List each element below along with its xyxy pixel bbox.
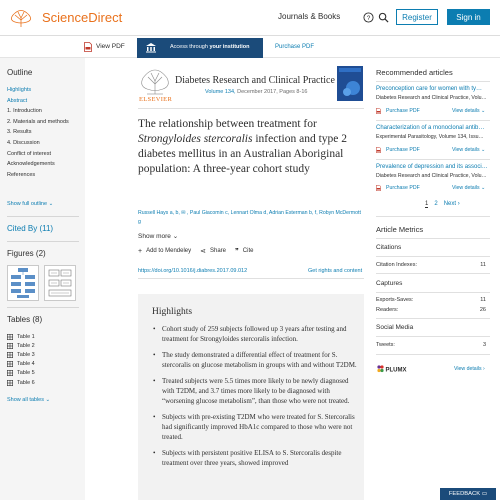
- citations-heading: Citations: [376, 244, 402, 251]
- table-icon: [7, 343, 13, 349]
- table-icon: [7, 352, 13, 358]
- institution-icon: [145, 42, 157, 53]
- share-icon: ⋖: [200, 248, 206, 255]
- svg-text:PLUMX: PLUMX: [385, 367, 407, 374]
- recommended-article-title[interactable]: Characterization of a monoclonal antib…: [376, 125, 485, 131]
- svg-text:?: ?: [366, 14, 371, 22]
- table-icon: [7, 334, 13, 340]
- recommended-article-source: Experimental Parasitology, Volume 134, Issu…: [376, 134, 484, 140]
- divider: [138, 278, 364, 279]
- outline-item-highlights[interactable]: Highlights: [7, 87, 32, 93]
- divider: [376, 292, 490, 293]
- figure-thumbnail-1[interactable]: [7, 265, 39, 301]
- outline-item-conflict[interactable]: Conflict of interest: [7, 150, 52, 157]
- purchase-pdf-link[interactable]: Purchase PDF: [275, 44, 315, 50]
- cite-button[interactable]: ❞ Cite: [235, 248, 254, 255]
- recommended-view-details-link[interactable]: View details ⌄: [452, 147, 486, 153]
- highlight-item: • The study demonstrated a differential effect of treatment for S. stercoralis on glucose metabolism in groups with and without T2DM.: [152, 350, 357, 370]
- outline-item-results[interactable]: 3. Results: [7, 129, 32, 136]
- next-page-link[interactable]: Next ›: [443, 201, 460, 207]
- divider: [7, 307, 79, 308]
- chevron-down-icon: ⌄: [481, 185, 486, 191]
- recommended-purchase-pdf-link[interactable]: Purchase PDF: [386, 185, 420, 191]
- journals-books-link[interactable]: Journals & Books: [278, 12, 341, 21]
- table-link-2[interactable]: Table 2: [7, 341, 35, 350]
- journal-volume-info[interactable]: Volume 134, December 2017, Pages 8-16: [205, 89, 308, 95]
- divider: [376, 216, 490, 217]
- feedback-button[interactable]: FEEDBACK ▭: [440, 488, 496, 500]
- table-link-4[interactable]: Table 4: [7, 360, 35, 369]
- doi-link[interactable]: https://doi.org/10.1016/j.diabres.2017.09.012: [138, 268, 248, 274]
- outline-heading: Outline: [7, 68, 33, 77]
- table-icon: [7, 361, 13, 367]
- recommended-article-title[interactable]: Preconception care for women with ty…: [376, 86, 483, 92]
- page-1-link[interactable]: 1: [425, 201, 429, 207]
- chevron-down-icon: ⌄: [45, 397, 51, 403]
- divider: [7, 216, 79, 217]
- outline-list: [7, 85, 69, 180]
- table-link-3[interactable]: Table 3: [7, 350, 35, 359]
- divider: [376, 120, 490, 121]
- divider: [376, 273, 490, 274]
- exports-saves-row: Exports-Saves: 11: [376, 297, 486, 303]
- pdf-icon: [376, 147, 381, 153]
- access-label: Access through your institution: [170, 44, 250, 50]
- elsevier-wordmark: ELSEVIER: [139, 96, 173, 103]
- pdf-icon: [84, 42, 92, 52]
- figure-thumbnail-2[interactable]: [44, 265, 76, 301]
- readers-row: Readers: 26: [376, 307, 486, 313]
- chevron-right-icon: ›: [483, 366, 485, 372]
- outline-item-methods[interactable]: 2. Materials and methods: [7, 118, 69, 125]
- recommended-view-details-link[interactable]: View details ⌄: [452, 185, 486, 191]
- outline-item-references[interactable]: References: [7, 171, 36, 178]
- article-title: The relationship between treatment for Strongyloides stercoralis infection and type 2 diabetes mellitus in an Australian Aboriginal population: A three-year cohort study: [138, 118, 347, 175]
- divider: [376, 81, 490, 82]
- divider: [376, 354, 490, 355]
- plumx-view-details-link[interactable]: View details ›: [454, 366, 485, 372]
- diagram-thumbnail-icon: [45, 266, 75, 300]
- recommended-article-source: Diabetes Research and Clinical Practice, Volu…: [376, 95, 487, 101]
- divider: [376, 238, 490, 239]
- divider: [7, 241, 79, 242]
- tables-list: [7, 332, 35, 387]
- chevron-down-icon: ⌄: [481, 108, 486, 114]
- cited-by-heading[interactable]: Cited By (11): [7, 224, 54, 233]
- table-icon: [7, 370, 13, 376]
- social-media-heading: Social Media: [376, 324, 414, 331]
- journal-cover-thumbnail[interactable]: [337, 66, 363, 101]
- chat-bubble-icon: ▭: [481, 491, 488, 497]
- recommended-purchase-pdf-link[interactable]: Purchase PDF: [386, 108, 420, 114]
- pdf-icon: [376, 185, 381, 191]
- table-link-6[interactable]: Table 6: [7, 378, 35, 387]
- recommended-heading: Recommended articles: [376, 68, 453, 77]
- outline-item-discussion[interactable]: 4. Discussion: [7, 139, 40, 146]
- chevron-down-icon: ⌄: [48, 201, 54, 207]
- share-button[interactable]: ⋖ Share: [200, 248, 227, 255]
- table-link-5[interactable]: Table 5: [7, 369, 35, 378]
- show-more-button[interactable]: Show more ⌄: [138, 233, 179, 240]
- figures-heading: Figures (2): [7, 249, 46, 258]
- rights-content-link[interactable]: Get rights and content: [308, 268, 363, 274]
- pdf-icon: [376, 108, 381, 114]
- outline-item-introduction[interactable]: 1. Introduction: [7, 108, 42, 115]
- highlight-item: • Treated subjects were 5.5 times more likely to be newly diagnosed with T2DM, and 3.7 times more likely to be diagnosed with “worsening glucose metabolism”, than those who were not treated.: [152, 376, 357, 406]
- outline-item-acknowledgements[interactable]: Acknowledgements: [7, 161, 55, 168]
- table-icon: [7, 380, 13, 386]
- show-full-outline-link[interactable]: Show full outline ⌄: [7, 201, 54, 207]
- flowchart-thumbnail-icon: [8, 266, 38, 300]
- exports-saves-value: 11: [480, 297, 486, 303]
- elsevier-tree-logo-icon[interactable]: [7, 8, 35, 28]
- recommended-view-details-link[interactable]: View details ⌄: [452, 108, 486, 114]
- divider: [376, 256, 490, 257]
- tweets-value: 3: [482, 342, 486, 348]
- plus-icon: +: [138, 247, 143, 255]
- quote-icon: ❞: [235, 248, 239, 255]
- view-pdf-link[interactable]: View PDF: [96, 43, 125, 50]
- brand-name[interactable]: ScienceDirect: [42, 10, 123, 25]
- recommended-article-source: Diabetes Research and Clinical Practice, Volu…: [376, 173, 487, 179]
- journal-cover-icon: [337, 66, 363, 101]
- recommended-purchase-pdf-link[interactable]: Purchase PDF: [386, 147, 420, 153]
- captures-heading: Captures: [376, 280, 403, 287]
- journal-title-link[interactable]: Diabetes Research and Clinical Practice: [175, 75, 335, 86]
- highlight-item: • Cohort study of 259 subjects followed up 3 years after testing and treatment for Strongyloides stercoralis infection.: [152, 324, 357, 344]
- sign-in-button[interactable]: Sign in: [447, 9, 490, 25]
- tables-heading: Tables (8): [7, 315, 43, 324]
- highlights-heading: Highlights: [152, 307, 193, 317]
- search-icon[interactable]: [378, 12, 389, 23]
- article-actions: [138, 247, 262, 255]
- page-2-link[interactable]: 2: [434, 201, 438, 207]
- outline-item-abstract[interactable]: Abstract: [7, 97, 28, 104]
- article-metrics-heading: Article Metrics: [376, 225, 424, 234]
- show-all-tables-link[interactable]: Show all tables ⌄: [7, 397, 51, 403]
- chevron-right-icon: ›: [457, 201, 460, 207]
- divider: [376, 159, 490, 160]
- table-link-1[interactable]: Table 1: [7, 332, 35, 341]
- divider: [376, 336, 490, 337]
- author-list[interactable]: Russell Hays a, b, ✉ , Paul Giacomin c, Lennart Olma d, Adrian Esterman b, f, Robyn McDermott g: [138, 210, 361, 225]
- readers-value: 26: [479, 307, 486, 313]
- plumx-logo-icon[interactable]: [376, 364, 410, 374]
- tweets-row: Tweets: 3: [376, 342, 486, 348]
- highlight-item: • Subjects with persistent positive ELISA to S. Stercoralis despite treatment over three years, showed improved: [152, 448, 357, 468]
- highlights-list: [152, 324, 357, 474]
- divider: [376, 318, 490, 319]
- divider: [138, 108, 364, 109]
- citation-indexes-row: Citation Indexes: 11: [376, 262, 486, 268]
- recommended-pagination: [425, 201, 460, 208]
- register-button[interactable]: Register: [396, 9, 438, 25]
- citation-indexes-value: 11: [480, 262, 486, 268]
- add-to-mendeley-button[interactable]: + Add to Mendeley: [138, 247, 192, 255]
- recommended-article-title[interactable]: Prevalence of depression and its associ…: [376, 164, 488, 170]
- help-icon[interactable]: [363, 12, 374, 23]
- chevron-down-icon: ⌄: [172, 233, 179, 240]
- highlight-item: • Subjects with pre-existing T2DM who were treated for S. Stercoralis had significantly improved HbA1c compared to those who were not treated.: [152, 412, 357, 442]
- chevron-down-icon: ⌄: [481, 147, 486, 153]
